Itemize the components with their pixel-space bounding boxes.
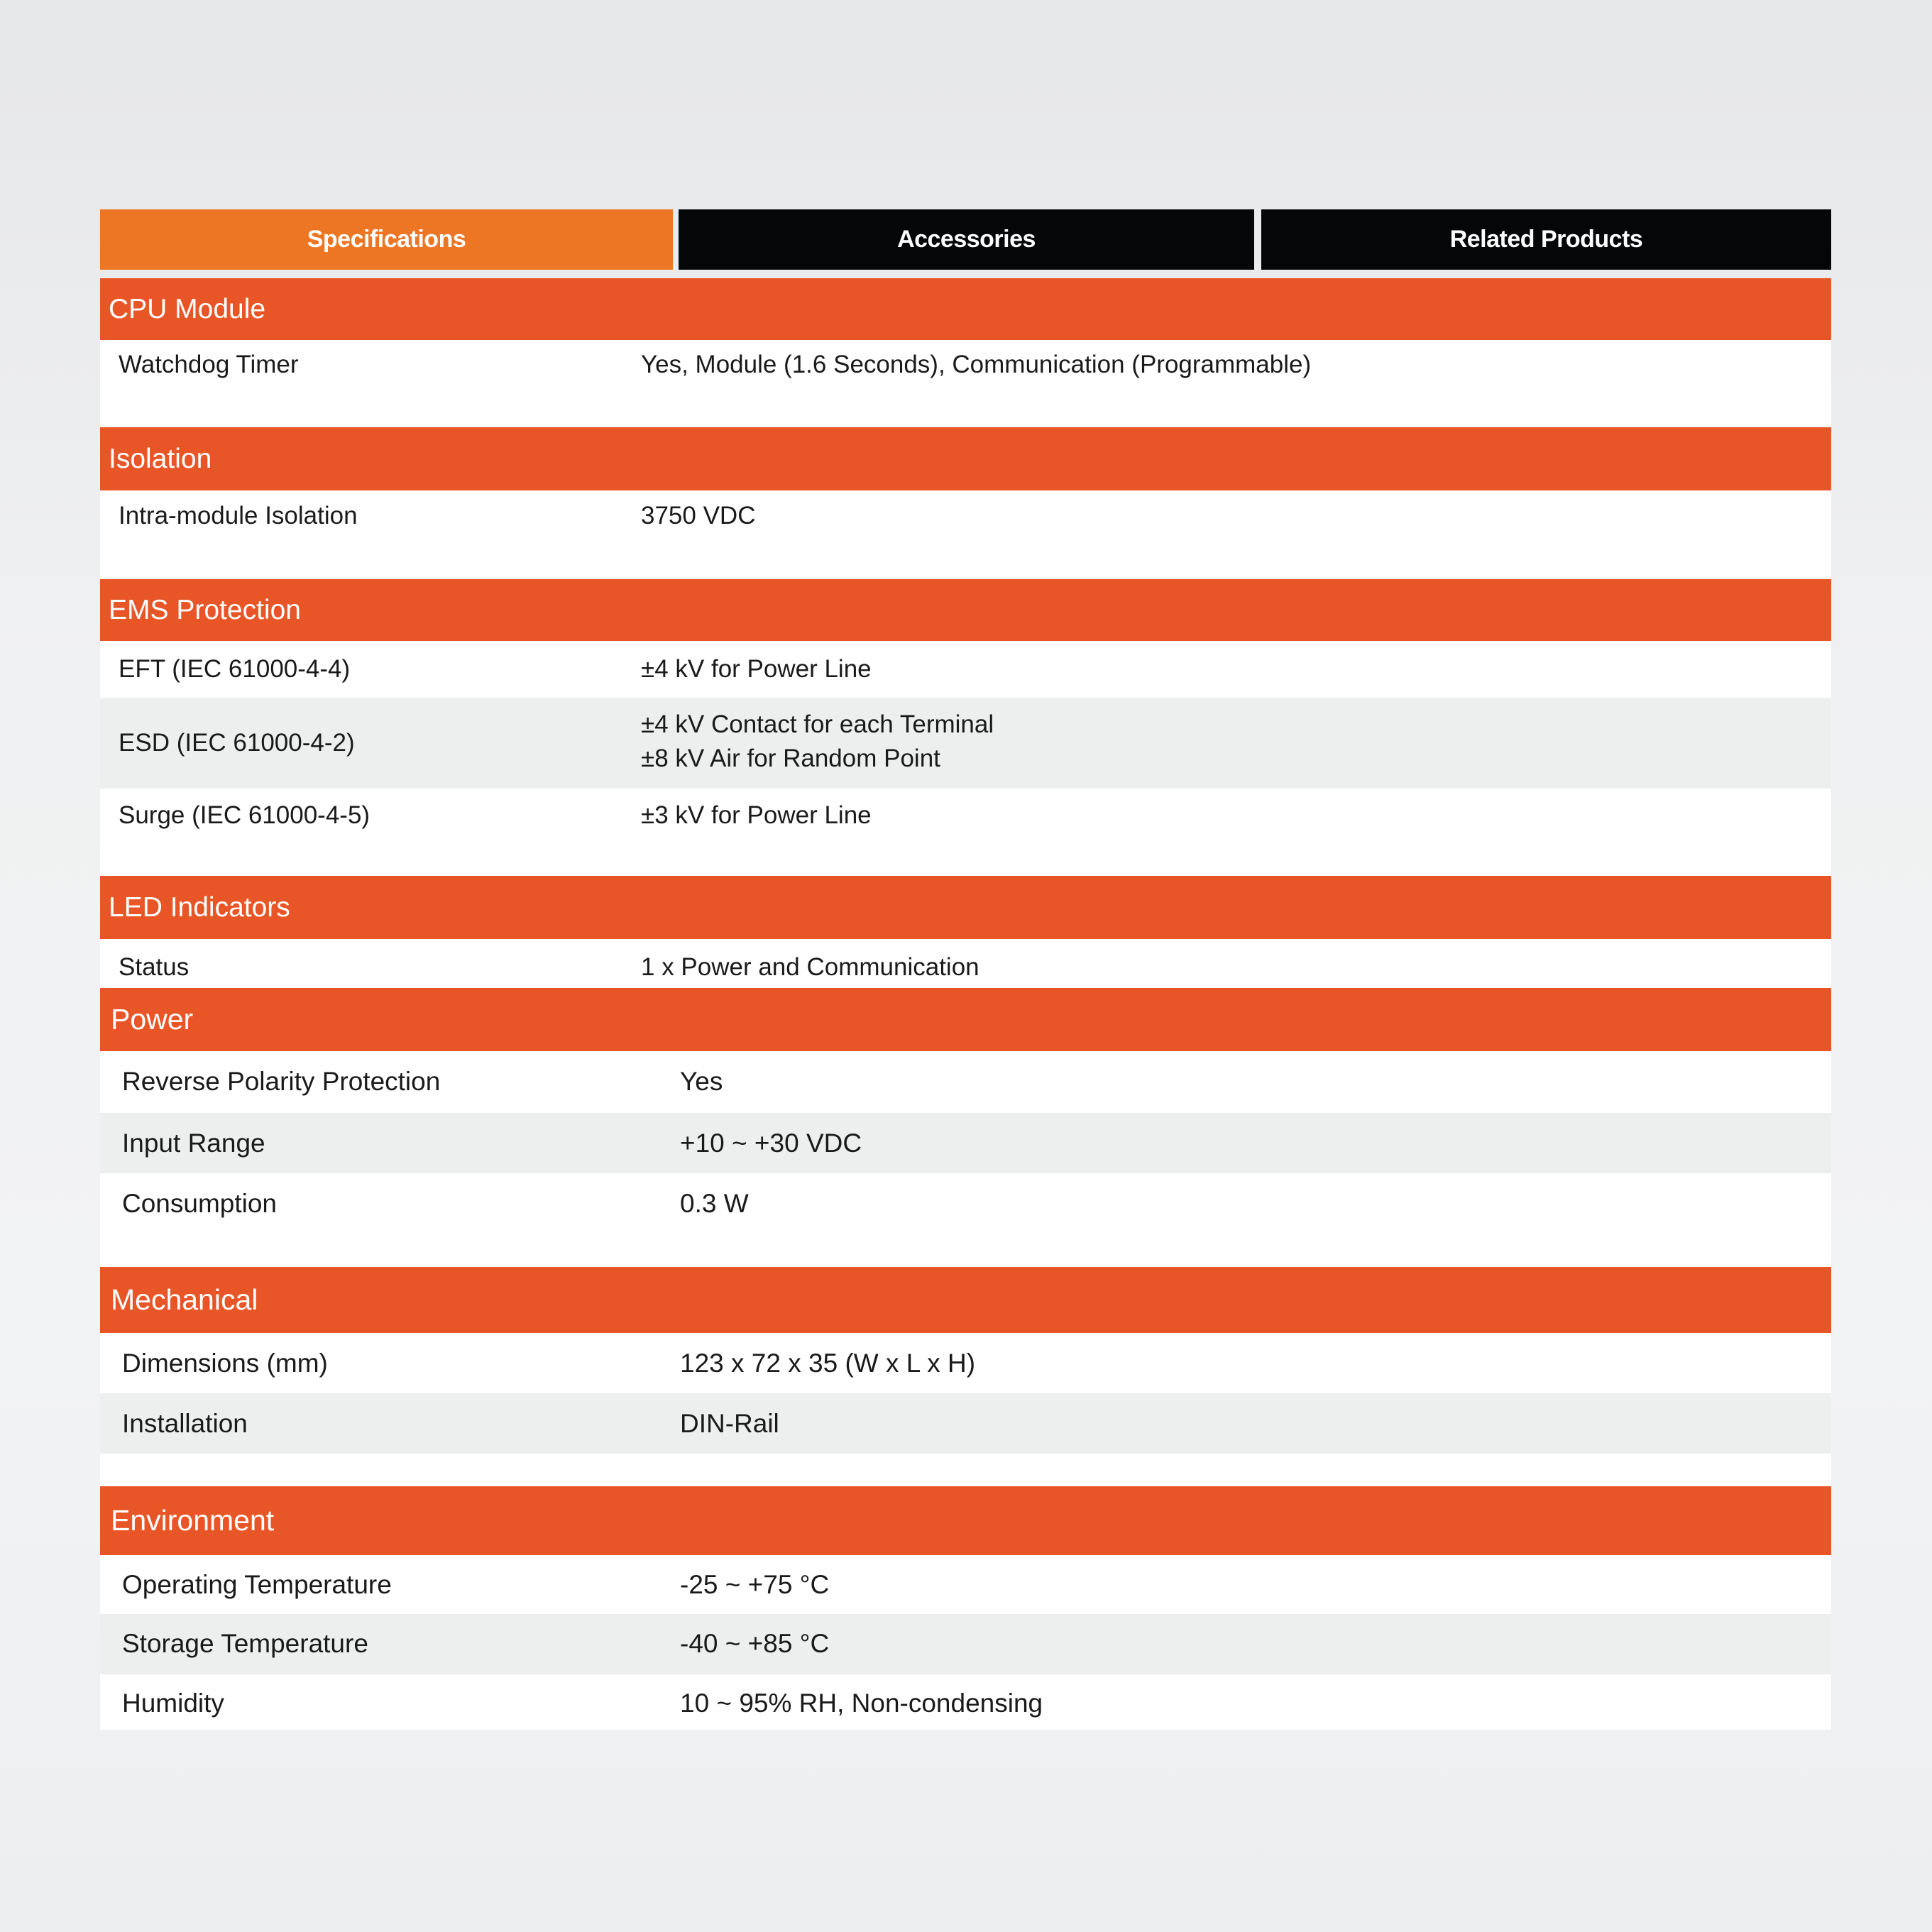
section-title: Power [111,1003,194,1036]
spec-value: -40 ~ +85 °C [680,1629,830,1658]
spec-value [641,710,994,773]
tab-accessories[interactable] [679,209,1254,270]
section-title: Environment [111,1504,275,1537]
spec-value: +10 ~ +30 VDC [680,1129,862,1158]
spec-value-line: ±4 kV Contact for each Terminal [641,710,994,738]
spec-value: DIN-Rail [680,1409,779,1438]
spec-label: Intra-module Isolation [119,502,358,529]
section-header-power [100,988,1831,1051]
section-header-isolation [100,427,1831,490]
spec-row [100,939,1831,988]
spec-row [100,1674,1831,1730]
section-title: CPU Module [109,293,266,324]
tab-label: Specifications [307,226,466,253]
section-title: LED Indicators [109,891,290,923]
spec-value: ±3 kV for Power Line [641,801,872,829]
spec-row [100,1113,1831,1173]
spec-label: EFT (IEC 61000-4-4) [119,655,351,683]
spec-value-line: ±8 kV Air for Random Point [641,745,940,772]
section-header-cpu-module [100,278,1831,340]
spec-label: Operating Temperature [122,1570,392,1599]
tab-label: Accessories [897,226,1036,253]
spec-row [100,1555,1831,1614]
section-spacer [100,1454,1831,1486]
spec-value: ±4 kV for Power Line [641,655,872,683]
spec-label: Reverse Polarity Protection [122,1067,441,1096]
tab-related-products[interactable] [1261,209,1831,270]
tab-bar [100,209,1831,270]
spec-value: 1 x Power and Communication [641,953,979,981]
spec-label: Input Range [122,1129,265,1158]
spec-label: Humidity [122,1689,224,1718]
section-title: Mechanical [111,1283,258,1316]
spec-row [100,340,1831,427]
spec-row [100,1393,1831,1454]
spec-row [100,641,1831,698]
tab-label: Related Products [1449,226,1643,253]
section-header-mechanical [100,1267,1831,1333]
spec-value: Yes, Module (1.6 Seconds), Communication (Programmable) [641,351,1312,378]
spec-label: Surge (IEC 61000-4-5) [119,801,371,829]
spec-row [100,490,1831,578]
tab-specifications[interactable] [100,209,673,270]
spec-row [100,1333,1831,1393]
spec-label: Status [119,953,190,981]
spec-value: 10 ~ 95% RH, Non-condensing [680,1689,1043,1718]
spec-row [100,789,1831,876]
spec-row [100,1173,1831,1267]
spec-label: Dimensions (mm) [122,1349,328,1378]
spec-row [100,1051,1831,1113]
spec-value: -25 ~ +75 °C [680,1570,830,1599]
spec-label: Storage Temperature [122,1629,368,1658]
spec-value: 123 x 72 x 35 (W x L x H) [680,1349,976,1378]
section-header-environment [100,1486,1831,1555]
spec-row [100,698,1831,789]
spec-value: 0.3 W [680,1189,749,1218]
spec-row [100,1614,1831,1674]
spec-label: ESD (IEC 61000-4-2) [119,729,355,757]
spec-label: Installation [122,1409,248,1438]
section-title: Isolation [109,443,212,474]
spec-value: Yes [680,1067,723,1096]
section-header-ems-protection [100,579,1831,641]
spec-label: Consumption [122,1189,278,1218]
spec-label: Watchdog Timer [119,351,299,378]
section-header-led-indicators [100,876,1831,939]
section-title: EMS Protection [109,594,301,625]
spec-value: 3750 VDC [641,502,756,529]
